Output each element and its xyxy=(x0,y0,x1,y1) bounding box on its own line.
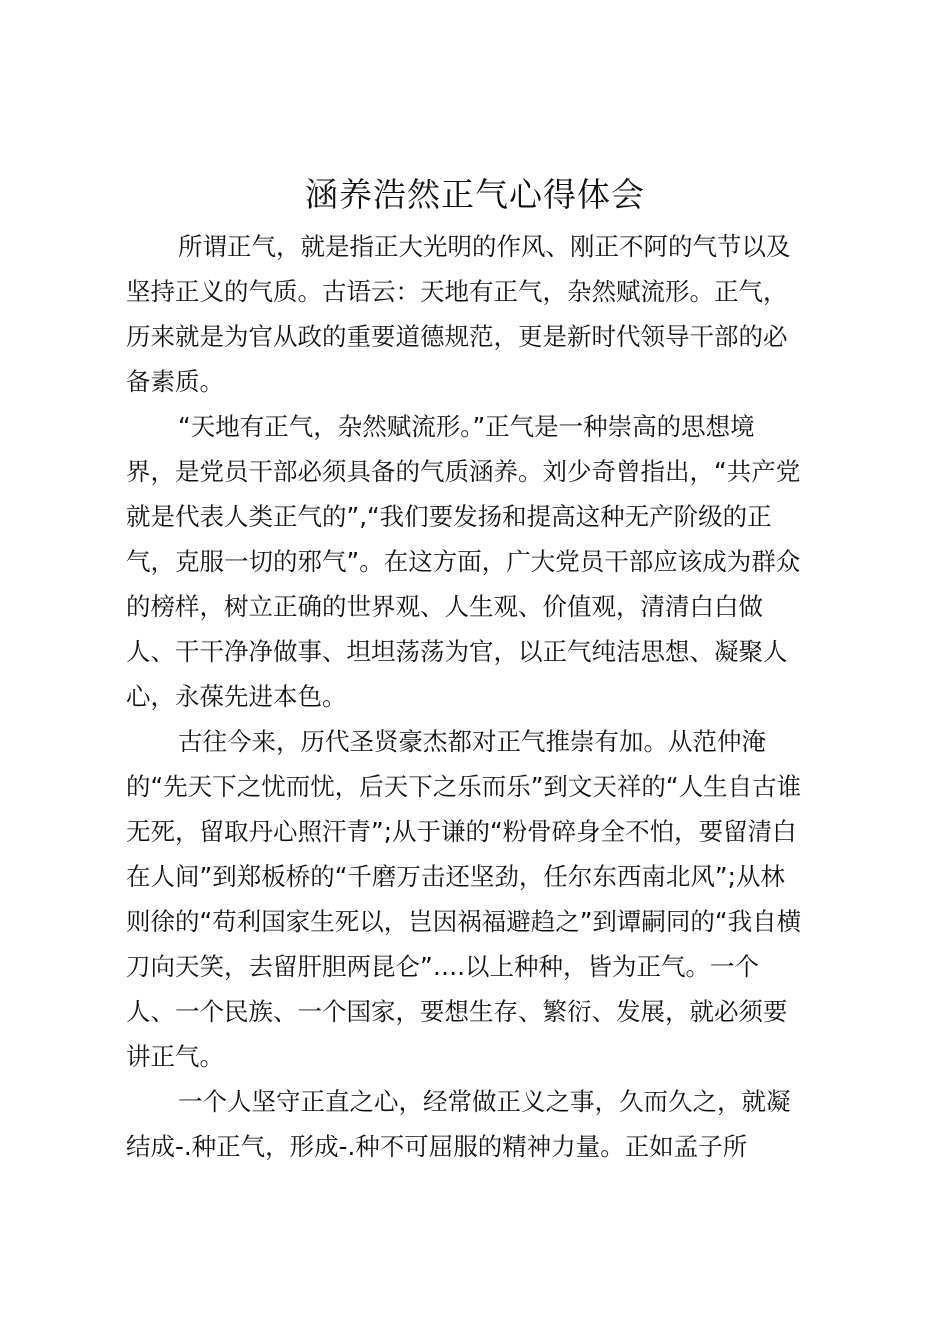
document-title: 涵养浩然正气心得体会 xyxy=(305,175,645,214)
text-line: 的“先天下之忧而忧，后天下之乐而乐”到文天祥的“人生自古谁 xyxy=(126,772,802,801)
text-line: “天地有正气，杂然赋流形。”正气是一种崇高的思想境 xyxy=(178,412,755,441)
text-line: 的榜样，树立正确的世界观、人生观、价值观，清清白白做 xyxy=(126,592,763,621)
text-line: 心，永葆先进本色。 xyxy=(126,682,347,711)
text-line: 界，是党员干部必须具备的气质涵养。刘少奇曾指出，“共产党 xyxy=(126,457,801,486)
text-line: 古往今来，历代圣贤豪杰都对正气推崇有加。从范仲淹 xyxy=(178,727,766,756)
text-line: 讲正气。 xyxy=(126,1042,224,1071)
text-line: 结成-.种正气，形成-.种不可屈服的精神力量。正如孟子所 xyxy=(126,1132,748,1161)
text-line: 历来就是为官从政的重要道德规范，更是新时代领导干部的必 xyxy=(126,322,788,351)
paragraph xyxy=(126,1079,838,1169)
text-line: 人、一个民族、一个国家，要想生存、繁衍、发展，就必须要 xyxy=(126,997,788,1026)
text-line: 则徐的“苟利国家生死以，岂因祸福避趋之”到谭嗣同的“我自横 xyxy=(126,907,802,936)
paragraph xyxy=(126,224,838,404)
paragraph xyxy=(126,719,838,1079)
text-line: 无死，留取丹心照汗青”;从于谦的“粉骨碎身全不怕，要留清白 xyxy=(126,817,797,846)
text-line: 刀向天笑，去留肝胆两昆仑”….以上种种，皆为正气。一个 xyxy=(126,952,759,981)
text-line: 在人间”到郑板桥的“千磨万击还坚劲，任尔东西南北风”;从林 xyxy=(126,862,785,891)
text-line: 备素质。 xyxy=(126,367,224,396)
text-line: 所谓正气，就是指正大光明的作风、刚正不阿的气节以及 xyxy=(178,232,791,261)
paragraph xyxy=(126,404,838,719)
text-line: 就是代表人类正气的”,“我们要发扬和提高这种无产阶级的正 xyxy=(126,502,772,531)
text-line: 气，克服一切的邪气”。在这方面，广大党员干部应该成为群众 xyxy=(126,547,801,576)
document-body xyxy=(126,224,838,1169)
text-line: 一个人坚守正直之心，经常做正义之事，久而久之，就凝 xyxy=(178,1087,791,1116)
text-line: 坚持正义的气质。古语云：天地有正气，杂然赋流形。正气， xyxy=(126,277,788,306)
text-line: 人、干干净净做事、坦坦荡荡为官，以正气纯洁思想、凝聚人 xyxy=(126,637,788,666)
